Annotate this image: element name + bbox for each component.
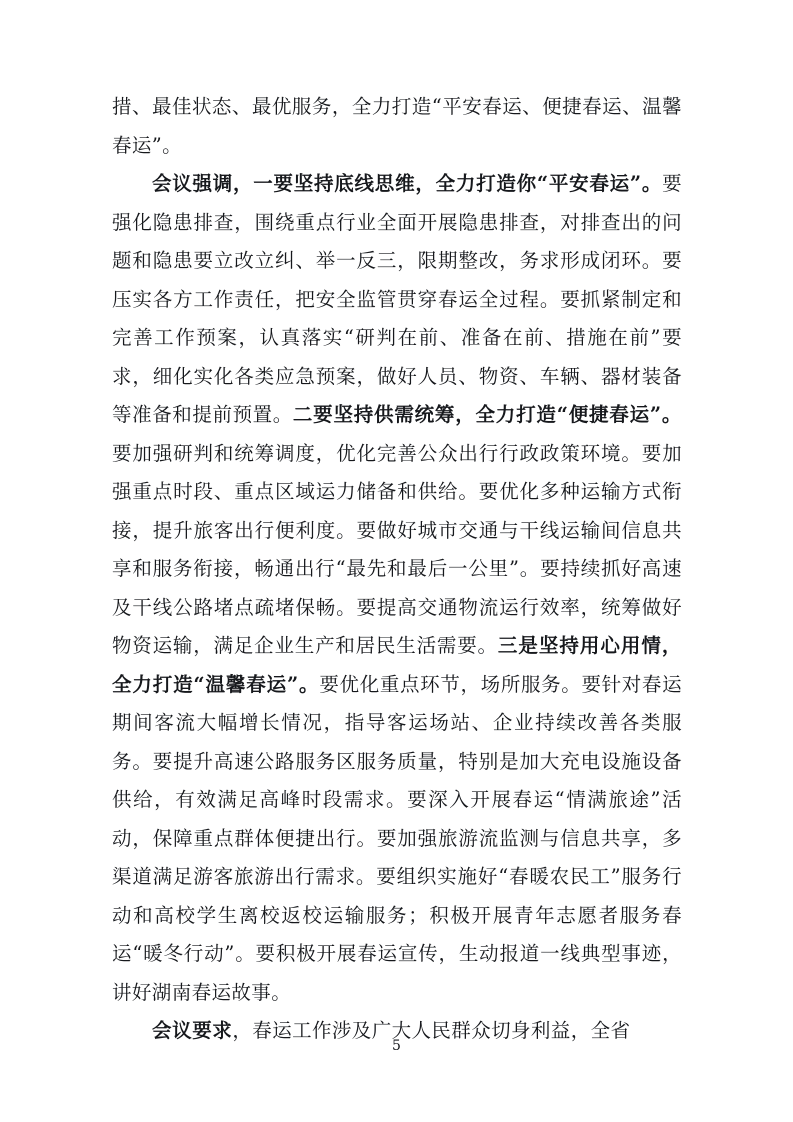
- body-text: 措、最佳状态、最优服务，全力打造“平安春运、便捷春运、温馨春运”。: [112, 95, 682, 157]
- page-body: [112, 88, 682, 1051]
- emphasis-text: 三是坚持用心用情，全力打造“温馨春运”。: [112, 634, 682, 696]
- page-number: 5: [392, 1038, 401, 1054]
- emphasis-text: 二要坚持供需统筹，全力打造“便捷春运”。: [292, 403, 682, 426]
- body-text: 要加强研判和统筹调度，优化完善公众出行行政政策环境。要加强重点时段、重点区域运力储备和供给。要优化多种运输方式衔接，提升旅客出行便利度。要做好城市交通与干线运输间信息共享和服务衔接，畅通出行“最先和最后一公里”。要持续抓好高速及干线公路堵点疏堵保畅。要提高交通物流运行效率，统筹做好物资运输，满足企业生产和居民生活需要。: [112, 441, 682, 657]
- body-text: 要优化重点环节，场所服务。要针对春运期间客流大幅增长情况，指导客运场站、企业持续改善各类服务。要提升高速公路服务区服务质量，特别是加大充电设施设备供给，有效满足高峰时段需求。要深入开展春运“情满旅途”活动，保障重点群体便捷出行。要加强旅游流监测与信息共享，多渠道满足游客旅游出行需求。要组织实施好“春暖农民工”服务行动和高校学生离校返校运输服务；积极开展青年志愿者服务春运“暖冬行动”。要积极开展春运宣传，生动报道一线典型事迹，讲好湖南春运故事。: [112, 672, 682, 1004]
- body-text: ，春运工作涉及广大人民群众切身利益，全省: [232, 1019, 631, 1042]
- body-text: 要强化隐患排查，围绕重点行业全面开展隐患排查，对排查出的问题和隐患要立改立纠、举一反三，限期整改，务求形成闭环。要压实各方工作责任，把安全监管贯穿春运全过程。要抓紧制定和完善工作预案，认真落实“研判在前、准备在前、措施在前”要求，细化实化各类应急预案，做好人员、物资、车辆、器材装备等准备和提前预置。: [112, 172, 682, 426]
- emphasis-text: 会议要求: [152, 1019, 233, 1042]
- paragraph: [112, 165, 682, 1012]
- emphasis-text: 会议强调，一要坚持底线思维，全力打造你“平安春运”。: [152, 172, 663, 195]
- paragraph: [112, 88, 682, 165]
